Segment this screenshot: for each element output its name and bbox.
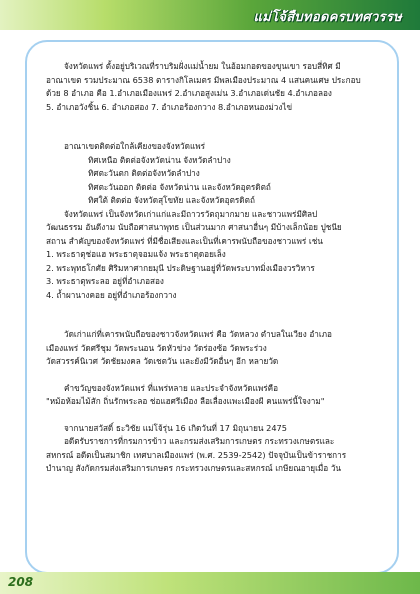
list-item: 3. พระธาตุพระลอ อยู่ที่อำเภอสอง bbox=[46, 276, 164, 286]
boundary-line: ทิศใต้ ติดต่อ จังหวัดสุโขทัย และจังหวัดอุตรดิตถ์ bbox=[88, 195, 255, 205]
boundary-line: ทิศตะวันตก ติดต่อจังหวัดลำปาง bbox=[88, 168, 200, 178]
list-item: 1. พระธาตุช่อแฮ พระธาตุจอมแจ้ง พระธาตุดอยเล็ง bbox=[46, 249, 226, 259]
p3-line: เมืองแพร่ วัดศรีชุม วัดพระนอน วัดหัวข่วง วัดร่องซ้อ วัดพระร่วง bbox=[46, 342, 267, 353]
header-title: แม่โจ้สืบทอดครบทศวรรษ bbox=[253, 10, 402, 25]
list-item: 2. พระพุทธโกศัย ศิริมหาศากยมุนี ประดิษฐานอยู่ที่วัดพระบาทมิ่งเมืองวรวิหาร bbox=[46, 262, 315, 273]
p1-line: 5. อำเภอวังชิ้น 6. อำเภอสอง 7. อำเภอร้องกวาง 8.อำเภอหนองม่วงไข่ bbox=[46, 101, 293, 112]
p2-line: วัฒนธรรม อันดีงาม นับถือศาสนาพุทธ เป็นส่วนมาก ศาสนาอื่นๆ มีบ้างเล็กน้อย ปูชนีย bbox=[46, 222, 342, 232]
p2-line: จังหวัดแพร่ เป็นจังหวัดเก่าแก่และมีถาวรวัตถุมากมาย และชาวแพร่มีศิลป bbox=[64, 208, 318, 219]
p5-line: บำนาญ สังกัดกรมส่งเสริมการเกษตร กระทรวงเกษตรและสหกรณ์ เกษียณอายุเมื่อ วัน bbox=[46, 463, 342, 473]
p3-line: วัดเก่าแก่ที่เคารพนับถือของชาวจังหวัดแพร่ คือ วัดหลวง ตำบลในเวียง อำเภอ bbox=[64, 329, 332, 339]
p3-line: วัดสวรรค์นิเวศ วัดชัยมงคล วัดเชตวัน และยังมีวัดอื่นๆ อีก หลายวัด bbox=[46, 356, 279, 366]
list-item: 4. ถ้ำผานางคอย อยู่ที่อำเภอร้องกวาง bbox=[46, 289, 177, 300]
header-band bbox=[0, 0, 420, 30]
footer-band bbox=[0, 572, 420, 594]
p5-line: สหกรณ์ อดีตเป็นสมาชิก เทศบาลเมืองแพร่ (พ.ศ. 2539-2542) ปัจจุบันเป็นข้าราชการ bbox=[46, 449, 347, 460]
boundary-line: ทิศเหนือ ติดต่อจังหวัดน่าน จังหวัดลำปาง bbox=[88, 154, 231, 165]
boundaries-title: อาณาเขตติดต่อใกล้เคียงของจังหวัดแพร่ bbox=[64, 141, 206, 151]
p1-line: อาณาเขต รวมประมาณ 6538 ตารางกิโลเมตร มีพลเมืองประมาณ 4 แสนคนเศษ ประกอบ bbox=[46, 74, 361, 85]
p5-line: อดีตรับราชการที่กรมการข้าว และกรมส่งเสริมการเกษตร กระทรวงเกษตรและ bbox=[64, 436, 335, 446]
article-body bbox=[46, 60, 380, 476]
p1-line: จังหวัดแพร่ ตั้งอยู่บริเวณที่ราบริมฝั่งแม่น้ำยม ในอ้อมกอดของขุนเขา รอบสี่ทิศ มี bbox=[64, 61, 341, 71]
page-number: 208 bbox=[8, 575, 34, 589]
p1-line: ด้วย 8 อำเภอ คือ 1.อำเภอเมืองแพร่ 2.อำเภอสูงเม่น 3.อำเภอเด่นชัย 4.อำเภอลอง bbox=[46, 88, 332, 98]
p2-line: สถาน สำคัญของจังหวัดแพร่ ที่มีชื่อเสียงและเป็นที่เคารพนับถือของชาวแพร่ เช่น bbox=[46, 235, 323, 246]
boundary-line: ทิศตะวันออก ติดต่อ จังหวัดน่าน และจังหวัดอุตรดิตถ์ bbox=[88, 181, 271, 192]
p4-line: คำขวัญของจังหวัดแพร่ ที่แพร่หลาย และประจำจังหวัดแพร่คือ bbox=[64, 382, 279, 393]
p5-line: จากนายสวัสดิ์ ธะวิชัย แม่โจ้รุ่น 16 เกิดวันที่ 17 มิถุนายน 2475 bbox=[64, 422, 287, 433]
slogan: "หม้อห้อมไม้สัก ถิ่นรักพระลอ ช่อแฮศรีเมือง ลือเลื่องแพะเมืองผี คนแพร่นี้ใจงาม" bbox=[46, 396, 325, 406]
